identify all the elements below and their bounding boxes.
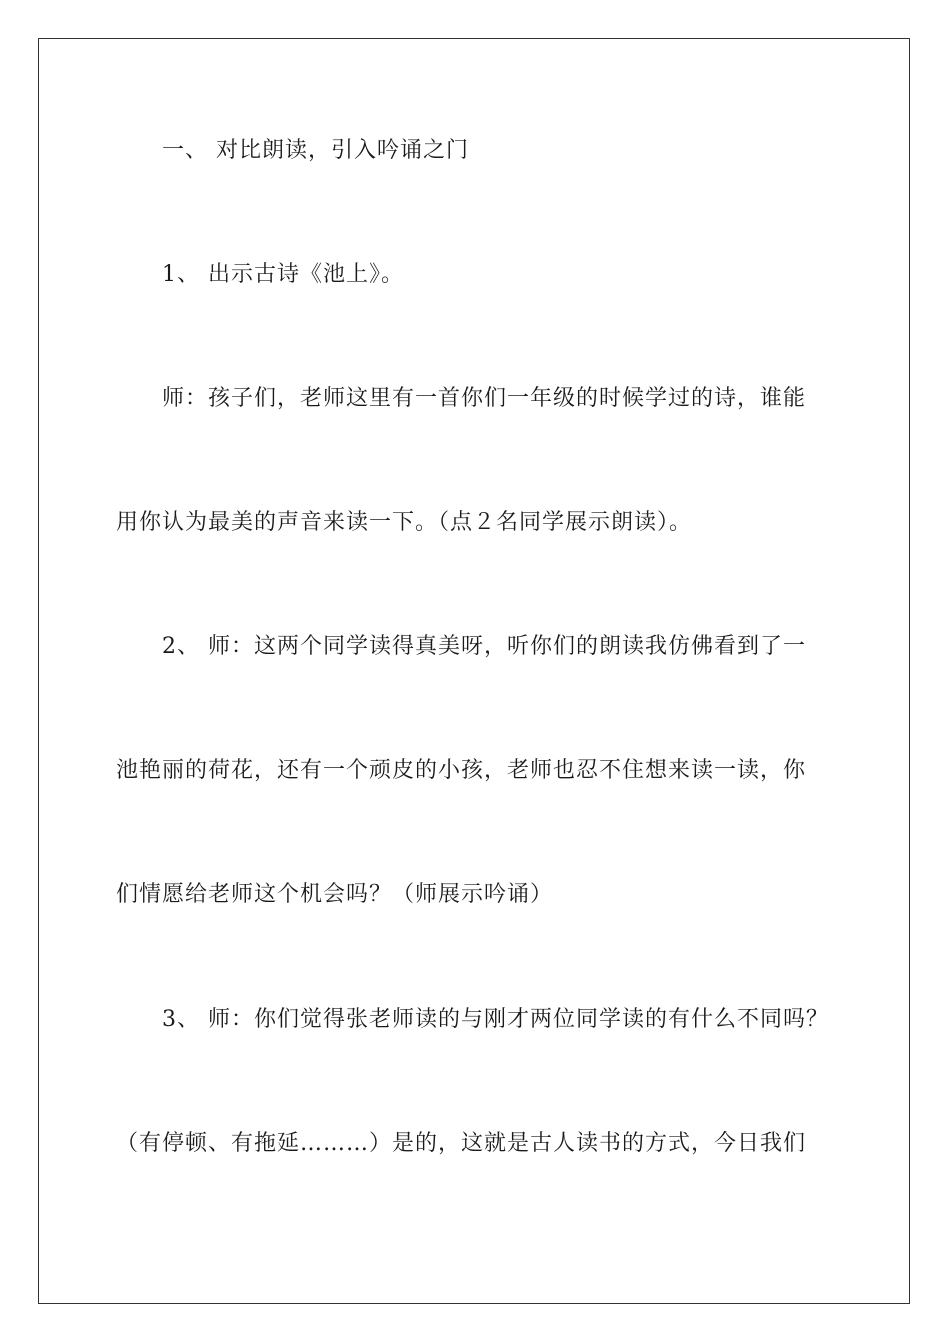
step-3-text: 3、 师：你们觉得张老师读的与刚才两位同学读的有什么不同吗？ [162, 1007, 829, 1032]
paragraph-line: 师：孩子们，老师这里有一首你们一年级的时候学过的诗，谁能 [162, 386, 807, 411]
paragraph-line: 用你认为最美的声音来读一下。（点２名同学展示朗读）。 [116, 510, 693, 535]
paragraph-line: 池艳丽的荷花，还有一个顽皮的小孩，老师也忍不住想来读一读，你 [116, 758, 807, 783]
section-heading: 一、 对比朗读，引入吟诵之门 [162, 138, 469, 163]
step-1-text: 1、 出示古诗《池上》。 [162, 262, 404, 287]
page-frame [38, 38, 910, 1304]
step-2-text: 2、 师：这两个同学读得真美呀，听你们的朗读我仿佛看到了一 [162, 634, 806, 659]
paragraph-line: 们情愿给老师这个机会吗？（师展示吟诵） [116, 882, 554, 907]
paragraph-line: （有停顿、有拖延………）是的，这就是古人读书的方式，今日我们 [116, 1131, 807, 1156]
